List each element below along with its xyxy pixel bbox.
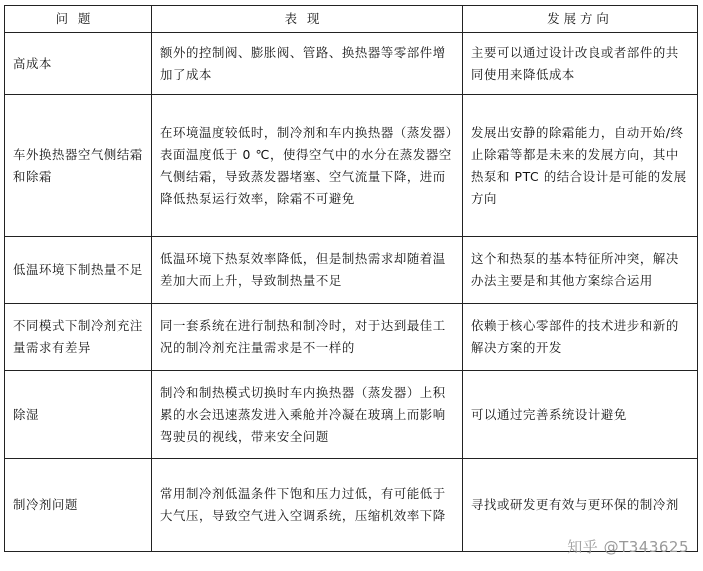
symptom-cell: 制冷和制热模式切换时车内换热器（蒸发器）上积累的水会迅速蒸发进入乘舱并冷凝在玻璃上而影响驾驶员的视线，带来安全问题: [152, 371, 463, 459]
symptom-cell: 常用制冷剂低温条件下饱和压力过低，有可能低于大气压，导致空气进入空调系统，压缩机效率下降: [152, 459, 463, 552]
watermark: 知乎 @T343625: [567, 538, 689, 556]
issue-cell: 除湿: [5, 371, 152, 459]
direction-cell: 这个和热泵的基本特征所冲突，解决办法主要是和其他方案综合运用: [463, 237, 698, 304]
table-row: [5, 33, 698, 95]
header-direction: 发展方向: [463, 6, 698, 33]
header-issue: 问题: [5, 6, 152, 33]
issue-cell: 不同模式下制冷剂充注量需求有差异: [5, 304, 152, 371]
issue-cell: 车外换热器空气侧结霜和除霜: [5, 95, 152, 237]
direction-cell: 依赖于核心零部件的技术进步和新的解决方案的开发: [463, 304, 698, 371]
direction-cell: 寻找或研发更有效与更环保的制冷剂: [463, 459, 698, 552]
issue-cell: 高成本: [5, 33, 152, 95]
issues-table: [4, 5, 698, 552]
symptom-cell: 在环境温度较低时，制冷剂和车内换热器（蒸发器）表面温度低于 0 ℃，使得空气中的水分在蒸发器空气侧结霜，导致蒸发器堵塞、空气流量下降，进而降低热泵运行效率，除霜不可避免: [152, 95, 463, 237]
table-row: [5, 304, 698, 371]
issue-cell: 制冷剂问题: [5, 459, 152, 552]
table-row: [5, 95, 698, 237]
header-symptom: 表现: [152, 6, 463, 33]
table-row: [5, 371, 698, 459]
direction-cell: 主要可以通过设计改良或者部件的共同使用来降低成本: [463, 33, 698, 95]
issue-cell: 低温环境下制热量不足: [5, 237, 152, 304]
table-row: [5, 237, 698, 304]
header-row: [5, 6, 698, 33]
symptom-cell: 低温环境下热泵效率降低，但是制热需求却随着温差加大而上升，导致制热量不足: [152, 237, 463, 304]
direction-cell: 发展出安静的除霜能力，自动开始/终止除霜等都是未来的发展方向，其中热泵和 PTC 的结合设计是可能的发展方向: [463, 95, 698, 237]
symptom-cell: 额外的控制阀、膨胀阀、管路、换热器等零部件增加了成本: [152, 33, 463, 95]
symptom-cell: 同一套系统在进行制热和制冷时，对于达到最佳工况的制冷剂充注量需求是不一样的: [152, 304, 463, 371]
direction-cell: 可以通过完善系统设计避免: [463, 371, 698, 459]
